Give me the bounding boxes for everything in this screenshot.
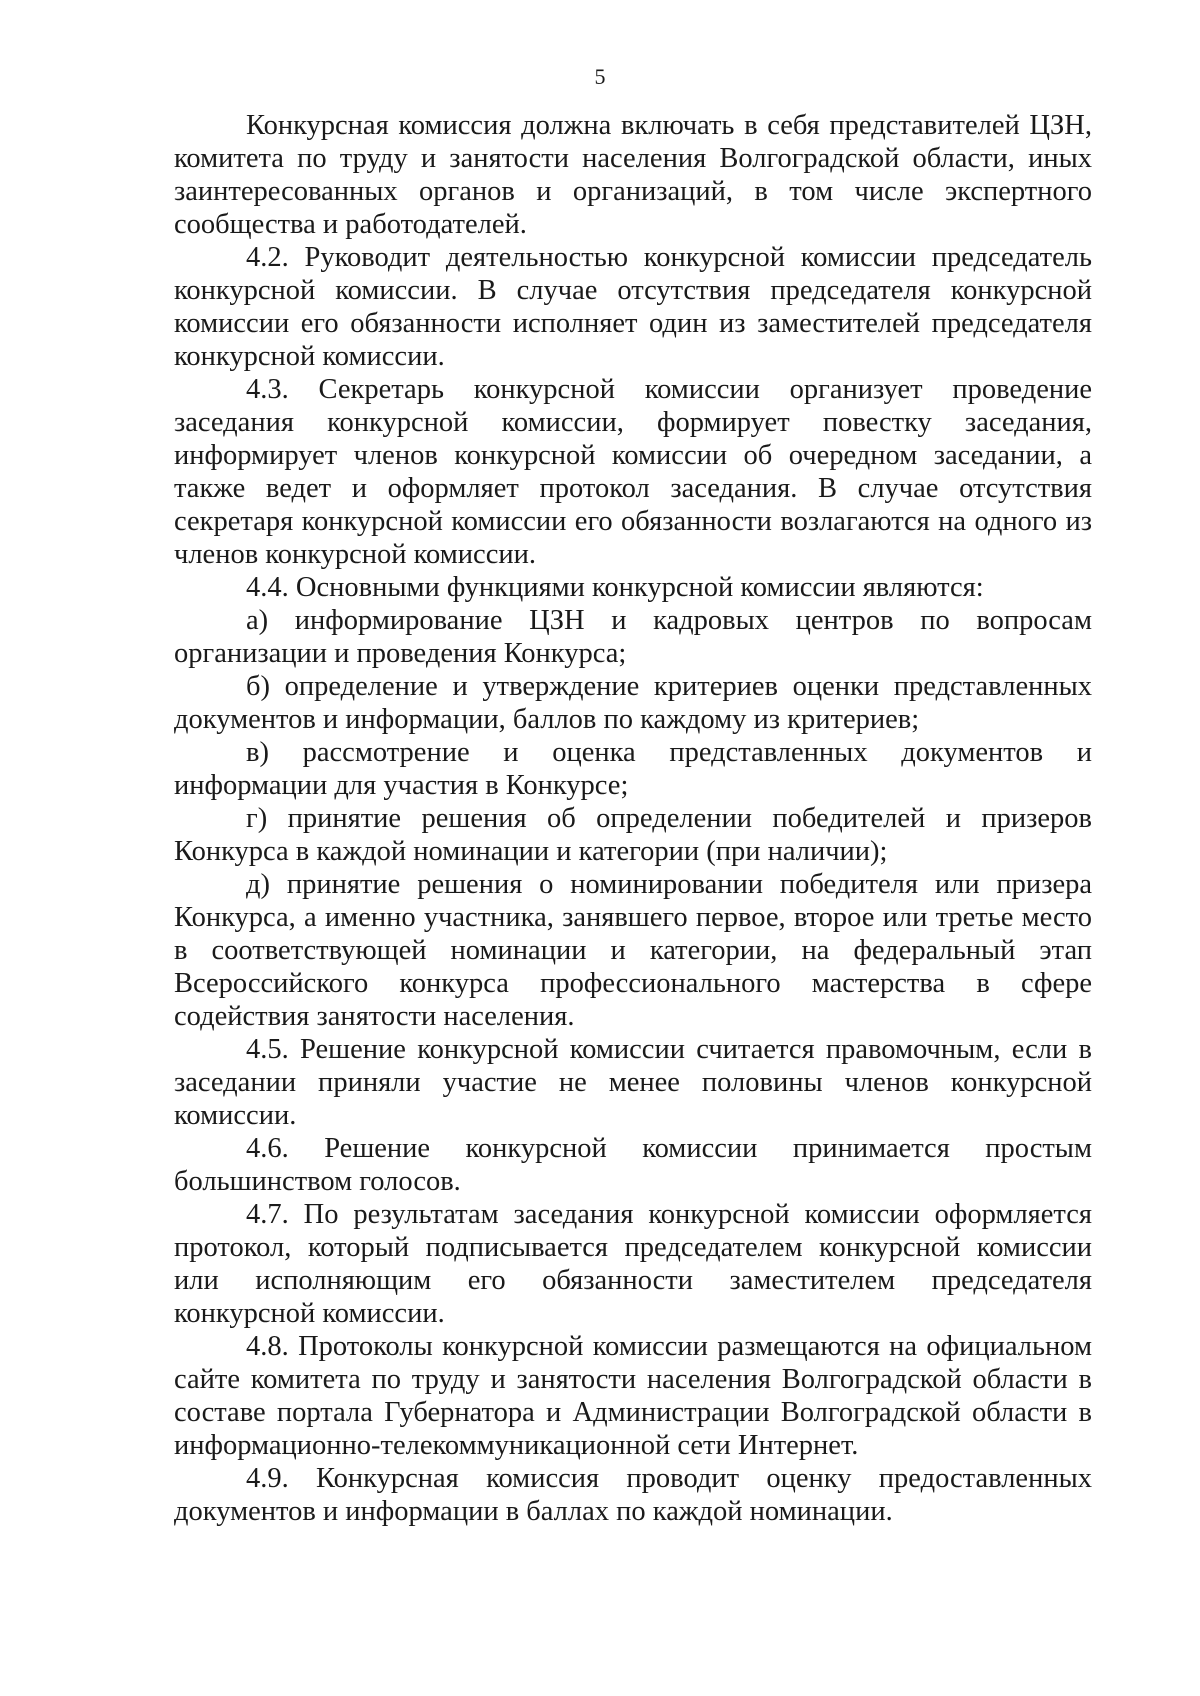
list-item-b: б) определение и утверждение критериев оценки представленных документов и информации, баллов по каждому из критериев; (174, 671, 1092, 735)
paragraph-4-6: 4.6. Решение конкурсной комиссии принимается простым большинством голосов. (174, 1133, 1092, 1197)
paragraph-4-8: 4.8. Протоколы конкурсной комиссии размещаются на официальном сайте комитета по труду и занятости населения Волгоградской области в составе портала Губернатора и Администрации Волгоградской области в информационно-телекоммуникационной сети Интернет. (174, 1331, 1092, 1461)
paragraph-4-5: 4.5. Решение конкурсной комиссии считается правомочным, если в заседании приняли участие не менее половины членов конкурсной комиссии. (174, 1034, 1092, 1131)
list-item-v: в) рассмотрение и оценка представленных документов и информации для участия в Конкурсе; (174, 737, 1092, 801)
list-item-a: а) информирование ЦЗН и кадровых центров по вопросам организации и проведения Конкурса; (174, 605, 1092, 669)
paragraph-4-7: 4.7. По результатам заседания конкурсной комиссии оформляется протокол, который подписывается председателем конкурсной комиссии или исполняющим его обязанности заместителем председателя конкурсной комиссии. (174, 1199, 1092, 1329)
paragraph-4-9: 4.9. Конкурсная комиссия проводит оценку предоставленных документов и информации в баллах по каждой номинации. (174, 1463, 1092, 1527)
list-item-d: д) принятие решения о номинировании победителя или призера Конкурса, а именно участника, занявшего первое, второе или третье место в соответствующей номинации и категории, на федеральный этап Всероссийского конкурса профессионального мастерства в сфере содействия занятости населения. (174, 869, 1092, 1032)
page-number: 5 (594, 64, 606, 89)
list-item-g: г) принятие решения об определении победителей и призеров Конкурса в каждой номинации и категории (при наличии); (174, 803, 1092, 867)
document-body (174, 109, 1092, 1528)
paragraph-4-2: 4.2. Руководит деятельностью конкурсной комиссии председатель конкурсной комиссии. В случае отсутствия председателя конкурсной комиссии его обязанности исполняет один из заместителей председателя конкурсной комиссии. (174, 242, 1092, 372)
paragraph-4-4: 4.4. Основными функциями конкурсной комиссии являются: (246, 572, 984, 603)
paragraph-commission-composition: Конкурсная комиссия должна включать в себя представителей ЦЗН, комитета по труду и занятости населения Волгоградской области, иных заинтересованных органов и организаций, в том числе экспертного сообщества и работодателей. (174, 110, 1092, 240)
paragraph-4-3: 4.3. Секретарь конкурсной комиссии организует проведение заседания конкурсной комиссии, формирует повестку заседания, информирует членов конкурсной комиссии об очередном заседании, а также ведет и оформляет протокол заседания. В случае отсутствия секретаря конкурсной комиссии его обязанности возлагаются на одного из членов конкурсной комиссии. (174, 374, 1092, 570)
